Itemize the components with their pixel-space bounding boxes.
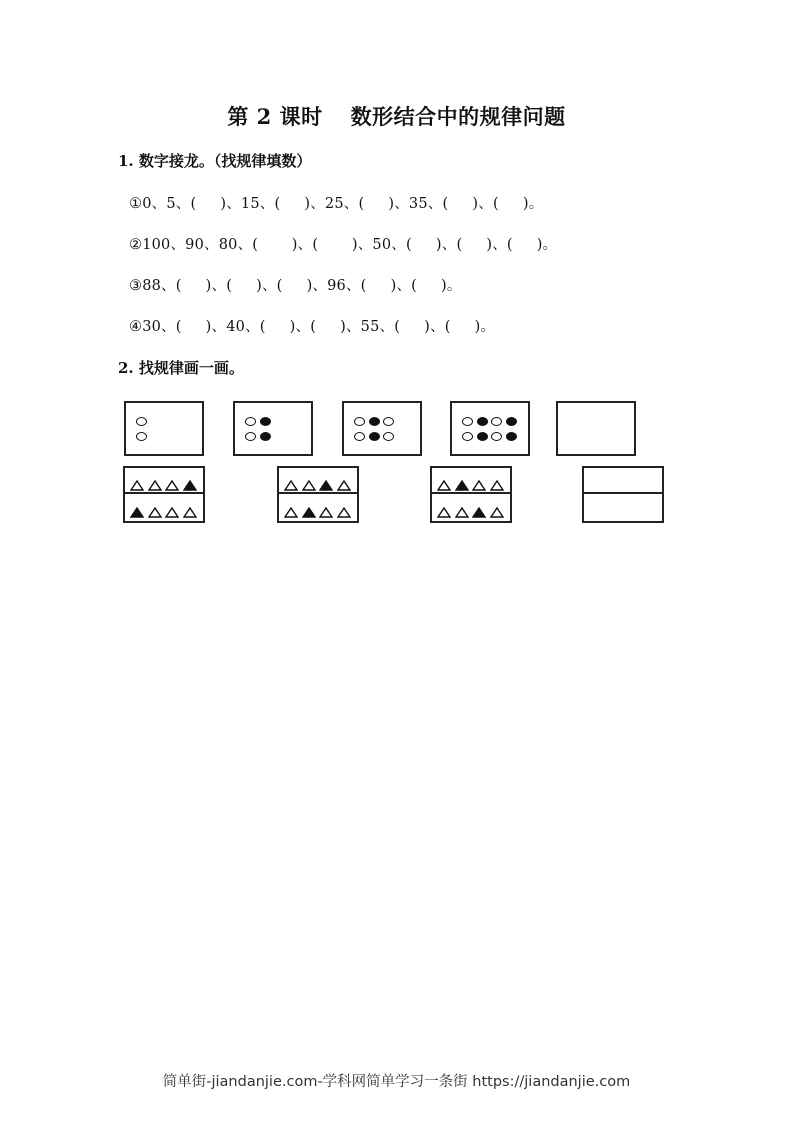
- filled-triangle-icon: [130, 503, 144, 514]
- filled-circle-icon: [260, 432, 271, 441]
- hollow-circle-icon: [136, 417, 147, 426]
- hollow-circle-icon: [383, 432, 394, 441]
- footer-watermark: 简单街-jiandanjie.com-学科网简单学习一条街 https://jiandanjie.com: [162, 1074, 631, 1090]
- sequence-line-2: ②100、90、80、( )、( )、50、( )、( )、( )。: [129, 237, 558, 253]
- hollow-triangle-icon: [165, 503, 179, 514]
- hollow-circle-icon: [354, 432, 365, 441]
- filled-triangle-icon: [455, 476, 469, 487]
- circle-pattern-box: [233, 401, 313, 456]
- hollow-triangle-icon: [284, 503, 298, 514]
- hollow-triangle-icon: [183, 503, 197, 514]
- triangle-pattern-box: [430, 466, 512, 523]
- hollow-circle-icon: [383, 417, 394, 426]
- lesson-number: 第 2 课时: [227, 104, 323, 129]
- hollow-triangle-icon: [490, 503, 504, 514]
- filled-triangle-icon: [319, 476, 333, 487]
- filled-triangle-icon: [183, 476, 197, 487]
- triangle-row-top: [432, 468, 510, 494]
- filled-triangle-icon: [472, 503, 486, 514]
- page-title: [0, 101, 793, 131]
- hollow-circle-icon: [491, 417, 502, 426]
- hollow-circle-icon: [462, 417, 473, 426]
- triangle-row-top: [125, 468, 203, 494]
- hollow-triangle-icon: [437, 503, 451, 514]
- triangle-row-bottom: [125, 495, 203, 521]
- hollow-triangle-icon: [472, 476, 486, 487]
- triangle-pattern-box: [277, 466, 359, 523]
- triangle-row-bottom: [279, 495, 357, 521]
- triangle-row-top: [279, 468, 357, 494]
- hollow-circle-icon: [491, 432, 502, 441]
- filled-circle-icon: [260, 417, 271, 426]
- filled-triangle-icon: [302, 503, 316, 514]
- question-2-heading: 2. 找规律画一画。: [118, 359, 244, 377]
- hollow-triangle-icon: [490, 476, 504, 487]
- filled-circle-icon: [506, 417, 517, 426]
- filled-circle-icon: [477, 432, 488, 441]
- hollow-circle-icon: [462, 432, 473, 441]
- hollow-circle-icon: [136, 432, 147, 441]
- triangle-row-top: [584, 468, 662, 494]
- hollow-triangle-icon: [455, 503, 469, 514]
- sequence-line-3: ③88、( )、( )、( )、96、( )、( )。: [129, 278, 462, 294]
- filled-circle-icon: [506, 432, 517, 441]
- filled-circle-icon: [477, 417, 488, 426]
- circle-pattern-box: [342, 401, 422, 456]
- hollow-triangle-icon: [337, 503, 351, 514]
- filled-circle-icon: [369, 432, 380, 441]
- triangle-row-bottom: [584, 495, 662, 521]
- triangle-pattern-box[interactable]: [582, 466, 664, 523]
- circle-pattern-box[interactable]: [556, 401, 636, 456]
- triangle-pattern-box: [123, 466, 205, 523]
- lesson-topic: 数形结合中的规律问题: [350, 104, 566, 129]
- hollow-triangle-icon: [165, 476, 179, 487]
- circle-pattern-box: [450, 401, 530, 456]
- hollow-triangle-icon: [130, 476, 144, 487]
- sequence-line-1: ①0、5、( )、15、( )、25、( )、35、( )、( )。: [129, 196, 544, 212]
- circle-pattern-box: [124, 401, 204, 456]
- sequence-line-4: ④30、( )、40、( )、( )、55、( )、( )。: [129, 319, 496, 335]
- hollow-triangle-icon: [148, 503, 162, 514]
- hollow-circle-icon: [245, 432, 256, 441]
- hollow-circle-icon: [245, 417, 256, 426]
- hollow-triangle-icon: [284, 476, 298, 487]
- hollow-triangle-icon: [319, 503, 333, 514]
- hollow-triangle-icon: [437, 476, 451, 487]
- filled-circle-icon: [369, 417, 380, 426]
- question-1-heading: 1. 数字接龙。（找规律填数）: [118, 152, 312, 170]
- hollow-triangle-icon: [148, 476, 162, 487]
- hollow-triangle-icon: [302, 476, 316, 487]
- hollow-triangle-icon: [337, 476, 351, 487]
- hollow-circle-icon: [354, 417, 365, 426]
- triangle-row-bottom: [432, 495, 510, 521]
